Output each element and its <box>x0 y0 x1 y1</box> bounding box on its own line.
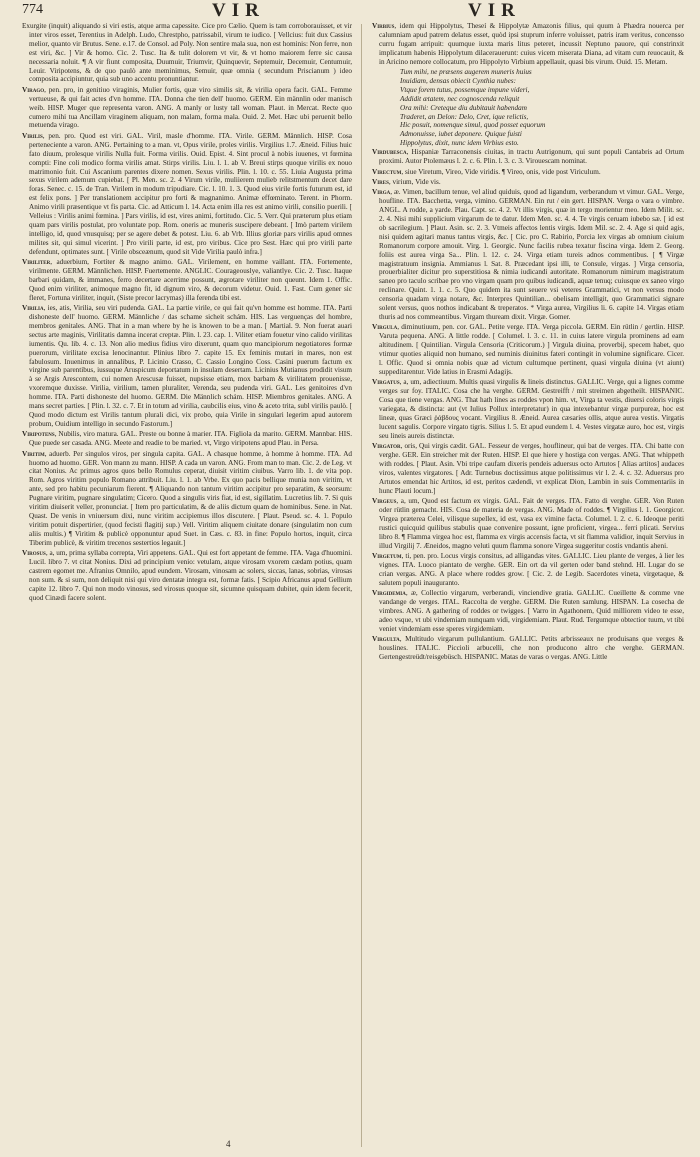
left-column <box>22 22 352 1149</box>
entry-headword: Virbius <box>372 22 395 30</box>
entry-text: , pen. pro, in genitiuo viraginis, Mulier fortis, quæ viro similis sit, & virilia opera facit. GAL. Femme vertueuse, & qui fait actes d'vn homme. ITA. Donna che tien dell' huomo. GERM. Ein männlin oder manisch weib. HISP. Muger que representa varon. ANG. A manly or lusty tall woman. Plaut. in Mercat. Recte quo cumero mihi tua Ancillam viraginem aliquam, non malam, forma mala. Ouid. 2. Met. Hæc ubi peruenit bello metuenda virago. <box>29 85 352 130</box>
entry-headword: Virgidemia <box>372 589 406 598</box>
entry-headword: Virgetum <box>372 552 402 561</box>
entry-text: , ies, atis, Virilia, seu viri pudenda. GAL. La partie virile, ce qui fait qu'vn homme est homme. ITA. Parti dishoneste dell' huomo. GERM. Männliche / das schame sicheit schám. HIS. Las verguenças del hombre, membros genitales. ANG. That in a man where by he is knowen to be a man. [ Martial. 9. Non fuerat auari sectus arte maginis, Virilitatis damna incerat creptæ. Plin. l. 23. cap. 1. Viliter etiam fouetur vino calido virilitas iumentis. Qu. lib. 4. c. 13. Non alio medius fidius viro dixerunt, quam quo mancipiorum negotiatores formæ puerorum, virilitate excisa lenocinantur. Plinius libro 7. capite 15. Ex feminis mutari in mares, non est fabulosum. Inuenimus in annalibus, P. Licinio Crasso, C. Cassio Longino Coss. Casini puerum factum ex virgine sub parentibus, iussuque Aruspicum deportatum in insulam desertam. Licinius Mutianus prodidit visum à se Argis Arescontem, cui nomen Arescusæ fuisset, nupsisse etiam, mox barbam & virilitatem prouenisse, vxoremque duxisse. Virilia, virilium, tamen pluraliter, Verenda, seu pudenda viri. GAL. Les genitoires d'vn homme. ITA. Parti dishoneste del huomo. GERM. Die Männlich schám. HISP. Miembros genitales. ANG. A mans secret parties. [ Plin. l. 32. c. 7. Et in totum ad virilia, caubcilis eius, vino & aceto trita, subl virilis paulò. [ Quod modo dictum est Virilis tantum plurali dici, vix probo, quia Virile in singulari legerim apud autorem probum, Ouidium intelligo in secundo Fastorum.] <box>29 304 352 428</box>
entry-headword: Virilis <box>22 131 43 140</box>
dictionary-entry <box>372 188 684 322</box>
entry-text: , aduerbium, Fortiter & magno animo. GAL. Virilement, en homme vaillant. ITA. Fortemente, virilmente. GERM. Männlichen. HISP. Fuertemente. ANGLIC. Courageouslye, valiantlye. Cic. 2. Tusc. Itaque barbari quidam, & immanes, ferro decertare acerrime possunt, ægrotare viriliter non queunt. Idem 1. Offic. Quod enim viriliter, animoque magno fit, id dignum viro, & decorum videtur. Ouid. 1. Fast. Cum gener sic fleret, Fortuna viriliter, inquit, (Siste precor lacrymas) illa ferenda tibi est. <box>29 258 352 302</box>
entry-headword: Viriliter <box>22 258 51 267</box>
entry-text: Exurgite (inquit) aliquando si viri estis, atque arma capessite. Cice pro Cælio. Quem is tam corroborauisset, et vir inter viros esset, Terentius in Adelph. Ludo, Chrestpho, patrissabil, virum te iudico. [ Vellcius: fuit dux Cassius melior, quanto vir Brutus. Sene. e.17. de Consol. ad Poly. Non sentire mala sua, non est hominis: Non ferre, non est viri, &c. ] Vir & homo. Cic. 2. Tusc. Ita & tulit dolorem vt vir, & vt homo maiorem ferre sic causa necessaria noluit. ¶ A vir fiunt composita, Duumuir, Triumvir, Quinquevir, Septemuir, Decemuir, Centumuir, Leuir. Viripotens, & de quo paulò ante meminimus, Semuir, quæ omnia ( secundum Priscianum ) ideo composita accipiuntur, quia sub uno accentu pronuntiantur. <box>22 22 352 84</box>
verse-line: Tum mihi, ne præsens augerem muneris huius <box>400 68 532 77</box>
dictionary-entry <box>372 168 684 177</box>
dictionary-entry <box>372 178 684 187</box>
dictionary-entry <box>372 148 684 166</box>
dictionary-entry <box>372 22 684 67</box>
entry-text: , idem qui Hippolytus, Theseí & Hippolytæ Amazonis filius, qui quum à Phædra nouerca per calumniam apud patrem delatus esset, quòd ipsi stuprum inferre voluisset, patris iram veritus, concensso curru fugam arripuit: quumque iuxta maris litus peteret, incussit Neptuno pauore, qui constrinxit implicatum habenis Hippolytum dilacerauerunt: cuius vicem miserata Diana, ad vitam cum reuocauit, & in Aricino nemore collocatum, pro Hippolyto Virbium appellauit, quasi bis virum. Ouid. 15. Metam. <box>379 22 684 66</box>
verse-line: Ora mihi: Creteque diu dubitauit habendam <box>400 103 527 112</box>
entry-headword: Virdubesca <box>372 148 407 157</box>
dictionary-entry <box>22 258 352 303</box>
verse-line: Hippolytus, dixit, nunc idem Virbius esto. <box>400 139 519 148</box>
entry-headword: Vires <box>372 177 389 186</box>
running-head-right: VIR <box>468 0 521 21</box>
entry-headword: Virosus <box>22 549 46 558</box>
column-divider <box>361 24 362 1147</box>
verse-line: Admonuisse, iubet deponere. Quique fuisti <box>400 130 522 139</box>
entry-text: , ti, pen. pro. Locus virgis consitus, ad alligandas vites. GALLIC. Lieu plante de verges, à lier les vignes. ITA. Luoco piantato de verghe. GER. Ein ort da vil gerten oder band stehnd. HI. Lugar do se crian vergas. ANG. A place where roddes grow. [ Cic. 2. de Legib. Sacerdotes vineta, virgetaque, & salutem populi inauguranto. <box>379 552 684 587</box>
dictionary-entry <box>22 304 352 429</box>
running-head-left: VIR <box>212 0 265 21</box>
dictionary-entry <box>372 635 684 662</box>
entry-text: , virium, Vide vis. <box>388 177 441 186</box>
entry-headword: Viritim <box>22 449 45 458</box>
dictionary-entry <box>372 589 684 634</box>
dictionary-entry <box>372 552 684 588</box>
entry-text: , oris, Qui virgis cædit. GAL. Fesseur de verges, houflineur, qui bat de verges. ITA. Chi batte con verghe. GER. Ein streicher mit der Ruten. HISP. El que hiere y hostiga con vergas. ANG. That whippeth with roddes. [ Plaut. Asin. Vbi tripe caufam dixeris pendeis aduersus octo Artutos [ Alias artitos] audaces viros, valentes virgatores. [ Adr. Turnebus doctissimus atque politissimus vir l. 2. 4. c. 32. Aduersus pro Artutos emendat hic Artitos, id est, peritos cædendi, vt explicat Dion, Lambin in suis Commentariis in hunc Plauti locum.] <box>379 442 684 495</box>
verse-line: Hic posuit, nomenque simul, quod posset equorum <box>400 121 546 130</box>
page-number: 774 <box>22 2 43 17</box>
dictionary-entry <box>22 430 352 448</box>
entry-headword: Viripotens <box>22 430 55 439</box>
dictionary-entry <box>22 549 352 602</box>
entry-headword: Virgator <box>372 442 401 451</box>
dictionary-entry <box>22 86 352 131</box>
right-column <box>372 22 684 1149</box>
entry-headword: Virgeus <box>372 497 397 506</box>
dictionary-entry <box>22 450 352 548</box>
entry-headword: Virgula <box>372 323 398 332</box>
entry-text: , æ, Collectio virgarum, verberandi, vinciendive gratia. GALLIC. Cueillette & comme vne vandange de verges. ITAL. Raccolta de verghe. GERM. Die Ruten samlung. HISPAN. La cosecha de vimbres. ANG. A gathering of roddes or twigges. [ Varro in Agathonem, Quid milliorem video te esse, adeo vsque, vt ubi vindemiam nunquam vidi, virgidemiam. Plaut. Rud. Tergumque obtectior tuum, vt tibi veniet vindemiam esse speres virgidemiam. <box>379 589 684 633</box>
dictionary-entry <box>372 497 684 550</box>
dictionary-entry <box>372 442 684 495</box>
entry-text: , a, um, Quod est factum ex virgis. GAL. Fait de verges. ITA. Fatto di verghe. GER. Von Ruten oder rütlin gemacht. HIS. Cosa de materia de vergas. ANG. Made of roddes. ¶ Virgilius l. 1. Georgicor. Virgea præterea Celei, vilisque supellex, id est, vasa ex vimine facta. Columel. l. 2. c. 6. Ideoque periti rustici quicquid quilibus stabulis quae convenire possunt, igne proficient, virgea... ferri plicati. Servius libro 8. ¶ Flamma virgea hoc est, flamma ex virgis accensis facta, vt sit flamma validior, inquit Servius in illud Virgilij 7. Æneidos, magno veluti quum flamma sonore Virgea suggeritur costis vndantis aheni. <box>379 497 684 550</box>
entry-text: , diminutiuum, pen. cor. GAL. Petite verge. ITA. Verga piccola. GERM. Ein rütlin / gertlin. HISP. Varuta pequena. ANG. A little rodde. [ Columel. l. 3. c. 11. in cuius latere virgula prominens ad eam altitudinem. [ Quintilian. Virgula Censoria (Criticorum.) ] Virgula diuina, proverbij, specem habet, quo vtimur quoties aliquid non humano, sed numinis diuinitus fateri contingit in volumine significare. Cicer. l. Offic. Quod si omnia nobis quæ ad victum cultumque pertinent, quasi virgula diuina (vt aiunt) suppeditarentur. Vide latius in Erasmi Adagijs. <box>379 323 684 376</box>
dictionary-entry <box>22 22 352 84</box>
entry-headword: Virgulta <box>372 635 400 644</box>
entry-text: , a, um, prima syllaba correpta, Viri appetens. GAL. Qui est fort appetant de femme. ITA. Vaga d'huomini. Lucil. libro 7. vt citat Nonius. Dixi ad principium venio: vetulam, atque virosam vxorem cædam potius, quam castrem egomet me. Afranius Omnilo, apud eundem. Virosam, vinosam ac solers, siccas, lanas, sobrias, virosas non sum. & si sum, non deliquit nisi qui viro dentatæ integra est, formæ fatis. [ Scipio Africanus apud Gellium capite 12. libro 7. Qui non modo vinosus, sed virosus quoque sit, sicumne quisquam dubitet, quin idem fecerit, quod Cinædi facere solent. <box>29 549 352 602</box>
verse-line: Vtque forem tutus, possemque impune videri, <box>400 85 530 94</box>
entry-text: , a, um, adiectiuum. Multis quasi virgulis & lineis distinctus. GALLIC. Verge, qui a lignes comme verges sur foy. ITALIC. Cosa che ha verghe. GERM. Gestreifft / mit streimen abgetheilt. HISPANIC. Cosa que tiene vergas. ANG. That hath lines as roddes vpon him. vt, Virga ta vestis, diuersi coloris virgis variegata, & distincta: aut (vt Iulius Pollux interpretatur) in qua intexebantur virgæ purpureæ, hoc est lineæ, quas Græci ῥάβδους vocant. Virgilius 8. Æneid. Aurea cæsaries ollis, atque aurea vestis. Virgatis lucent sagulis. Corpore virgato tigris. Silius l. 5. Et apud eundem l. 4. Vestes virgatæ auro, hoc est, virgis seu lineis aureis distinctæ. <box>379 378 684 440</box>
verse-line: Inuidiam, densas obiecit Cynthia nubes: <box>400 76 516 85</box>
verse-line: Addidit ætatem, nec cognoscenda reliquit <box>400 94 520 103</box>
dictionary-entry <box>22 132 352 257</box>
dictionary-entry <box>372 323 684 376</box>
page-header <box>0 0 700 22</box>
entry-text: , pen. pro. Quod est viri. GAL. Viril, masle d'homme. ITA. Virile. GERM. Männlich. HISP. Cosa perteneciente a varon. ANG. Pertaining to a man. vt, Opus virile, proles virilis. Virgilius 1.7. Æneid. Filius huic fato diuum, prolesque virilis Nulla fuit. Forma virilis. Ouid. Epist. 4. Sint procul à nobis iuuenes, vt fœmina compti: Fine coli modico forma virilis amat. Stirps virilis. Liu. l. 1. ab V. Breui stirps quoque virilis ex nouo matrimonio fuit. Cui Ascanium parentes dixere nomen. Sexus virilis. Plin. l. 10. c. 55. Liuia Augusta prima sexus virilem ademum cupiebat. [ Pl. Men. sc. 2. 4 Virum virile, muliierem mulieb relitstmentum decet dare foras. Senec. c. 15. de Tran. Virilem in modum tripudiare. Cic. l. 10. 1. 3. Quod eius virile fortis futurum est, id est felix pons. ] Per translationem accipitur pro forti & magnanimo. Animæ effœminato. Terent. in Phorm. Animo virili præsentique vt fis parta. Cic. ad Atticum l. 14. Acta enim illa res est animo virili, consilio puerili. [ Velleius : Virilis animi fœmina. ] Pars virilis, id est, vires animi, fortitudo. Cic. 5. Verr. Qui præterum plus etiam quam pars virilis postulat, pro voluntate pop. Rom. oneris ac muneris suscipere debeant. [ Imò partem virilem intelligo, id, quod vnusquisq; per se agere debet & potest. Liu. 6. ab Vrb. Illius gloriæ pars virilis apud omnes milites sit, qui simul vicerint. ] Pro virili parte, id est, pro viribus. Cice pro Sest. Hæc qui pro virili parte defendunt, optimates sunt. [ Virile obsceænum, quod sit Vide Virilia paulò infra.] <box>29 131 352 256</box>
entry-headword: Virilia <box>22 304 44 313</box>
entry-text: , æ. Vimen, bacillum tenue, vel aliud quiduis, quod ad ligandum, verberandum vt vimur. GAL. Verge, houfline. ITA. Bacchetta, verga, vimino. GERMAN. Ein rut / ein gert. HISPAN. Verga o vara o vimbre. ANGL. A rodde, a yarde. Plau. Capt. sc. 4. 2. Vt illis virgis, quæ in tergo morientur meo. Idem Milit. sc. 2. 4. Nisi mihi supplicium virgarum de te datur. Idem Men. sc. 4. 4. Te virgis ceruam iubebo sæ. [ id est ob sacrilegium. ] Plaut. Asin. sc. 2. 3. Vtmeis affectos lentis virgis. Idem Mil. sc. 2. 4. Age si quid agis, nisi quidem agitari manus tantus virgis, &c. [ Cic. pro C. Rabirio, Porcia lex virgas ab omnium ciuium Romanorum corpore amouit. Virg. 1. Georgic. Nunc facilis rubea texatur fiscina virga. Idem 2. Georg. foliis est aurea virga Sa... Plin. l. 12. c. 24. Virga etiam tureis adnos commentibus. [ ¶ Virgæ magistratuum insignia. Ammianus l. Sat. 8. Præcedant ipsi illi, te Consule, virgas. ] Virga censoria, prouerbialiter dicitur pro superstitiosa & nimia iudicandi autoritate. Romanorum nimirum magistratum saneo pro taculo scribae pro vno virgam quam pro quibus iudicandi, aquæ tenuq; cuiusque ex saneo virgo reclinare. Quint. 1. 1. c. 5. Quo quidem ita sunt seuere vsi veteres Grammatici, vt non versus modo censoria quadam virga notare, &c. Interpres Quintilian... obelisam intelligit, quo Grammatici signare solent versus, quos nothos indicabant & treperatos. * Virga aurea, Virgilius li. 6. capite 14. Virgas etiam thuris ad nos commeantibus. Virgam thuream dixit. Virgæ. Gomer. <box>379 188 684 321</box>
entry-headword: Virga <box>372 188 391 197</box>
dictionary-entry <box>372 378 684 440</box>
signature-mark: 4 <box>226 1139 231 1149</box>
verse-line: Traderet, an Delon: Delo, Cret, ique relictis, <box>400 112 529 121</box>
entry-text: , Hispaniæ Tarraconensis ciuitas, in tractu Autrigonum, qui sunt populi Cantabris ad Ortum proximi. Autor Ptolemæus l. 2. c. 6. Plin. l. 3. c. 3. Virouescam nominat. <box>379 148 684 166</box>
entry-text: , siue Viretum, Vireo, Vide viridis. ¶ Vireo, onis, vide post Viriculum. <box>401 167 601 176</box>
entry-text: , Nubilis, viro matura. GAL. Preste ou bonne à marier. ITA. Figliola da marito. GERM. Mannbar. HIS. Que puede ser casada. ANG. Meete and readie to be maried. vt, Virgo viripotens apud Plau. in Persa. <box>29 430 352 448</box>
entry-headword: Virectum <box>372 167 402 176</box>
entry-headword: Virago <box>22 85 45 94</box>
entry-text: , Multitudo virgarum pullulantium. GALLIC. Petits arbrisseaux ne produisans que verges & houslines. ITALIC. Piccioli arbucelli, che non producono altro che verghe. GERMAN. Gertengestreüdt/reisgebüsch. HISPANIC. Matas de varas o vergas. ANG. Little <box>379 635 684 662</box>
entry-text: , aduerb. Per singulos viros, per singula capita. GAL. A chasque homme, à homme à homme. ITA. Ad huomo ad huomo. GER. Von mann zu mann. HISP. A cada un varon. ANG. From man to man. Cic. 2. de Leg. vt citat Nonius. Ac primus agros quos bello Romulus ceperat, diuisit viritim ciuibus. Varro lib. 1. de vita pop. Rom. Agros viritim populo Romano attribuit. Liu. l. 1. ab Vrbe. Ex quo pacis bellique munia non viritim, vt ante, sed pro habitu pecuniarum fierent. ¶ Aliquando non tantum viritim accipitur pro separatim, & seorsum: Pugnare viritim, pugnare singulatim; Cicero. Quod a singulis viris fiat, id est, sigillatim. Lucretius lib. 7. Si quis viritim diuiserit veller, pronunciat. [ Item pro particulatim, & de aliis dictum quam de hominibus. Sene. in Nat. Quast. De venis in vniuersum dixi, nunc viritim accipiemus illos discutere. [ Plaut. Pseud. sc. 4. 1. Populo viritim potuit dispertirier, (quod fecisti flagitij sup.) Vell. Viritim aliquem ciuitate donare (singulatim non cum aliis multis.) ¶ Viritim & publicè opponuntur apud Suet. in Cæs. c. 83. in fine: Populo hortos, inquit, circa Tiberim publicè, & viritim trecenos sestertios legauit.] <box>29 449 352 547</box>
entry-headword: Virgatus <box>372 378 400 387</box>
